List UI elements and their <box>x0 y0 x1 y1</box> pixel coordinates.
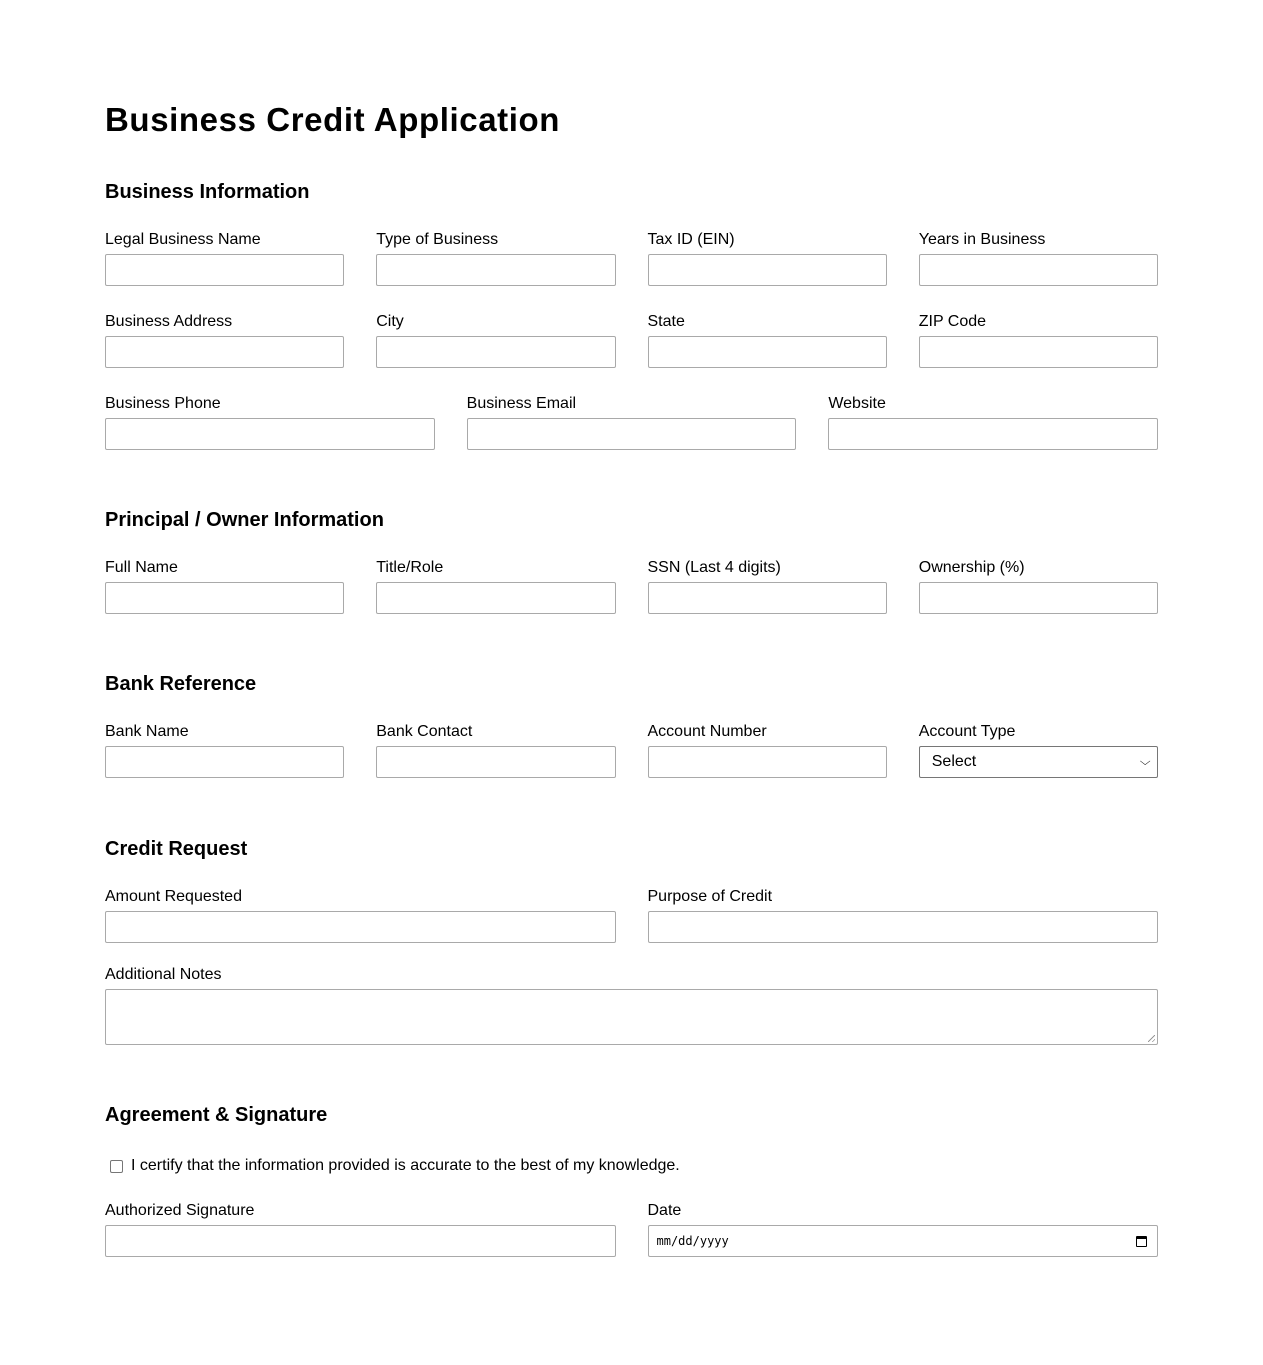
full-name-input[interactable] <box>105 582 344 614</box>
bank-row <box>105 723 1158 778</box>
ownership-label: Ownership (%) <box>918 559 1025 576</box>
address-input[interactable] <box>105 336 344 368</box>
notes-textarea[interactable] <box>105 989 1158 1045</box>
amount-label: Amount Requested <box>105 888 242 905</box>
bank-name-label: Bank Name <box>105 723 189 740</box>
bank-contact-label: Bank Contact <box>376 723 473 740</box>
zip-label: ZIP Code <box>918 313 987 330</box>
certify-checkbox[interactable] <box>110 1160 123 1173</box>
agreement-heading: Agreement & Signature <box>105 1104 328 1126</box>
bank-name-field <box>105 723 344 778</box>
title-role-label: Title/Role <box>376 559 444 576</box>
city-input[interactable] <box>376 336 615 368</box>
business-row-1 <box>105 231 1158 286</box>
bank-contact-input[interactable] <box>376 746 615 778</box>
business-row-3 <box>105 395 1158 450</box>
purpose-input[interactable] <box>648 911 1159 943</box>
notes-field <box>105 966 1158 1045</box>
account-type-selected-value: Select <box>931 753 977 770</box>
account-number-input[interactable] <box>648 746 887 778</box>
website-field <box>828 395 1158 450</box>
address-field <box>105 313 344 368</box>
bank-name-input[interactable] <box>105 746 344 778</box>
bank-contact-field <box>376 723 615 778</box>
city-field <box>376 313 615 368</box>
ssn-input[interactable] <box>648 582 887 614</box>
credit-row <box>105 888 1158 943</box>
signature-input[interactable] <box>105 1225 616 1257</box>
email-label: Business Email <box>466 395 577 412</box>
notes-label: Additional Notes <box>105 966 222 983</box>
email-field <box>467 395 797 450</box>
purpose-field <box>648 888 1159 943</box>
ownership-field <box>919 559 1158 614</box>
ssn-label: SSN (Last 4 digits) <box>647 559 781 576</box>
account-number-label: Account Number <box>647 723 767 740</box>
amount-field <box>105 888 616 943</box>
certify-row <box>110 1157 680 1175</box>
city-label: City <box>376 313 404 330</box>
address-label: Business Address <box>105 313 233 330</box>
email-input[interactable] <box>467 418 797 450</box>
ownership-input[interactable] <box>919 582 1158 614</box>
state-label: State <box>647 313 685 330</box>
credit-request-heading: Credit Request <box>105 838 248 860</box>
date-placeholder: mm/dd/yyyy <box>656 1234 729 1248</box>
legal-name-field <box>105 231 344 286</box>
signature-field <box>105 1202 616 1257</box>
full-name-label: Full Name <box>105 559 178 576</box>
principal-row <box>105 559 1158 614</box>
date-input[interactable] <box>648 1225 1159 1257</box>
account-type-select-box[interactable] <box>919 746 1158 778</box>
legal-name-label: Legal Business Name <box>105 231 261 248</box>
notes-row <box>105 966 1158 1045</box>
certify-label[interactable]: I certify that the information provided is accurate to the best of my knowledge. <box>131 1157 680 1174</box>
date-field <box>648 1202 1159 1257</box>
zip-field <box>919 313 1158 368</box>
account-type-select[interactable] <box>919 746 1158 778</box>
phone-input[interactable] <box>105 418 435 450</box>
signature-row <box>105 1202 1158 1257</box>
calendar-icon[interactable] <box>1136 1236 1147 1247</box>
date-label: Date <box>647 1202 682 1219</box>
years-field <box>919 231 1158 286</box>
website-label: Website <box>828 395 886 412</box>
phone-label: Business Phone <box>105 395 221 412</box>
business-info-heading: Business Information <box>105 181 310 203</box>
principal-info-heading: Principal / Owner Information <box>105 509 384 531</box>
amount-input[interactable] <box>105 911 616 943</box>
signature-label: Authorized Signature <box>105 1202 255 1219</box>
tax-id-input[interactable] <box>648 254 887 286</box>
state-input[interactable] <box>648 336 887 368</box>
business-type-field <box>376 231 615 286</box>
title-role-input[interactable] <box>376 582 615 614</box>
page-title: Business Credit Application <box>105 101 561 138</box>
title-role-field <box>376 559 615 614</box>
business-type-input[interactable] <box>376 254 615 286</box>
phone-field <box>105 395 435 450</box>
chevron-down-icon: ⌵ <box>1139 755 1151 768</box>
account-type-field <box>919 723 1158 778</box>
ssn-field <box>648 559 887 614</box>
tax-id-field <box>648 231 887 286</box>
purpose-label: Purpose of Credit <box>647 888 773 905</box>
website-input[interactable] <box>828 418 1158 450</box>
account-number-field <box>648 723 887 778</box>
tax-id-label: Tax ID (EIN) <box>647 231 735 248</box>
bank-reference-heading: Bank Reference <box>105 673 257 695</box>
business-type-label: Type of Business <box>376 231 499 248</box>
business-row-2 <box>105 313 1158 368</box>
years-label: Years in Business <box>918 231 1046 248</box>
resize-grip-icon[interactable] <box>1148 1035 1155 1042</box>
account-type-label: Account Type <box>918 723 1016 740</box>
legal-name-input[interactable] <box>105 254 344 286</box>
state-field <box>648 313 887 368</box>
full-name-field <box>105 559 344 614</box>
years-input[interactable] <box>919 254 1158 286</box>
zip-input[interactable] <box>919 336 1158 368</box>
